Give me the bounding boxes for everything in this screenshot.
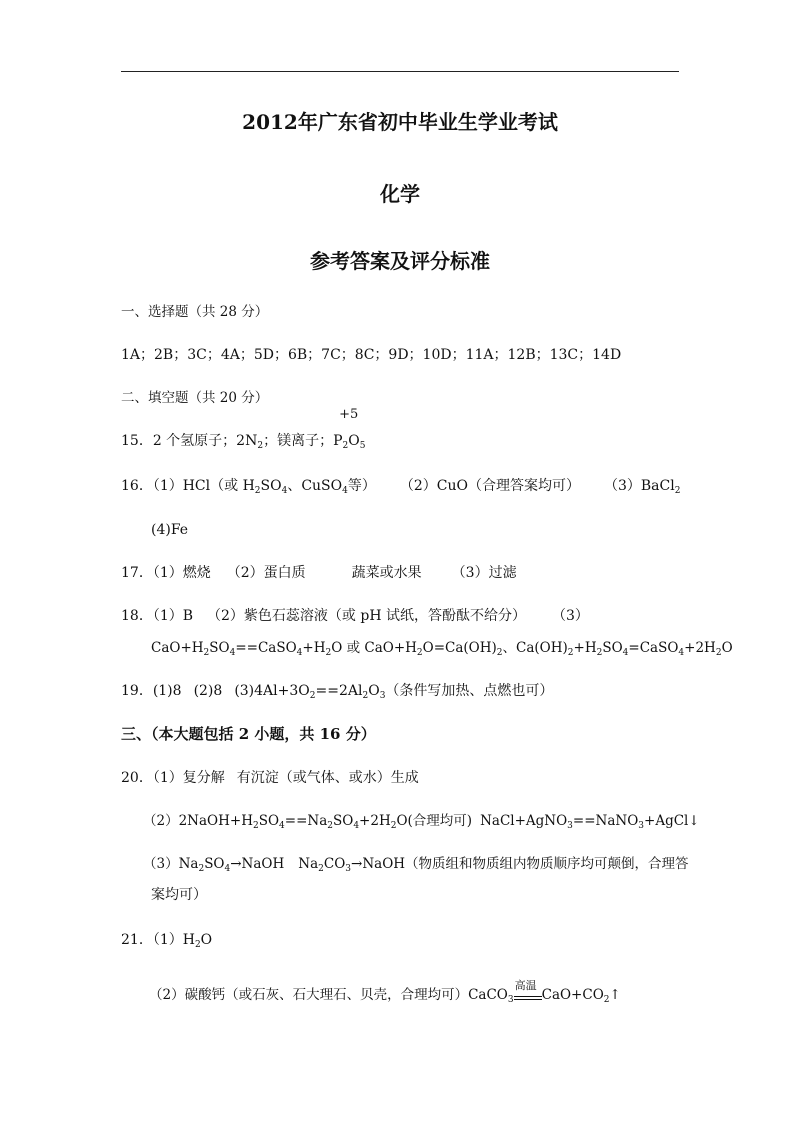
answer-16-part4: (4)Fe <box>151 522 189 538</box>
exam-title: 2012年广东省初中毕业生学业考试 <box>242 110 558 134</box>
answer-20-part3: $(3)Na_2SO_4\to NaOH$ $Na_2CO_3\to NaOH$（物质组和物质组内物质顺序均可颠倒，合理答 <box>143 856 689 874</box>
answer-16: 16．（1）HCl（或 $H_2SO_4$、CuSO$_4$等） （2）CuO（合理答案均可） （3）BaCl$_2$ <box>121 478 681 496</box>
answer-17: 17．（1）燃烧 （2）蛋白质 蔬菜或水果 （3）过滤 <box>121 565 517 581</box>
answer-21-part1: 21．$(1)H_2O$ <box>121 932 213 950</box>
subject-title: 化学 <box>380 182 420 206</box>
high-temperature-condition: 高温 <box>514 985 542 1005</box>
answer-20-part3-cont: 案均可） <box>151 887 207 903</box>
multiple-choice-answers: 1A；2B；3C；4A；5D；6B；7C；8C；9D；10D；11A；12B；13C；14D <box>121 347 622 363</box>
answer-20-part1: 20．（1）复分解 有沉淀（或气体、或水）生成 <box>121 770 419 786</box>
answer-20-part2: $(2)2NaOH+H_2SO_4==Na_2SO_4+2H_2O$(合理均可) NaCl+AgNO$_3$==NaNO$_3$+AgCl↓ <box>143 813 700 831</box>
answer-18-equations: $CaO+H_2SO_4==CaSO_4+H_2O$ 或 $CaO+H_2O=Ca(OH)_2$、$Ca(OH)_2+H_2SO_4=CaSO_4+2H_2O$ <box>151 640 733 658</box>
answer-21-part2: （2）碳酸钙（或石灰、石大理石、贝壳，合理均可）CaCO$_3$ 高温 $CaO+CO_2↑$ <box>149 979 621 1005</box>
top-rule <box>121 71 679 72</box>
answer-15: 15．2 个氢原子；$2N_2$；镁离子； +5 $P_2O_5$ <box>121 407 366 451</box>
answer-19: 19．(1)8 (2)8 $(3)4Al+3O_2==2Al_2O_3$（条件写加热、点燃也可） <box>121 683 554 701</box>
section2-heading: 二、填空题（共 20 分） <box>121 390 269 406</box>
answer-18: 18．（1）B （2）紫色石蕊溶液（或 pH 试纸，答酚酞不给分） （3） <box>121 608 589 624</box>
section1-heading: 一、选择题（共 28 分） <box>121 304 269 320</box>
answer-key-title: 参考答案及评分标准 <box>310 249 490 273</box>
phosphorus-valence: +5 $P_2$ <box>333 407 359 451</box>
section3-heading: 三、（本大题包括 2 小题，共 16 分） <box>121 725 376 743</box>
